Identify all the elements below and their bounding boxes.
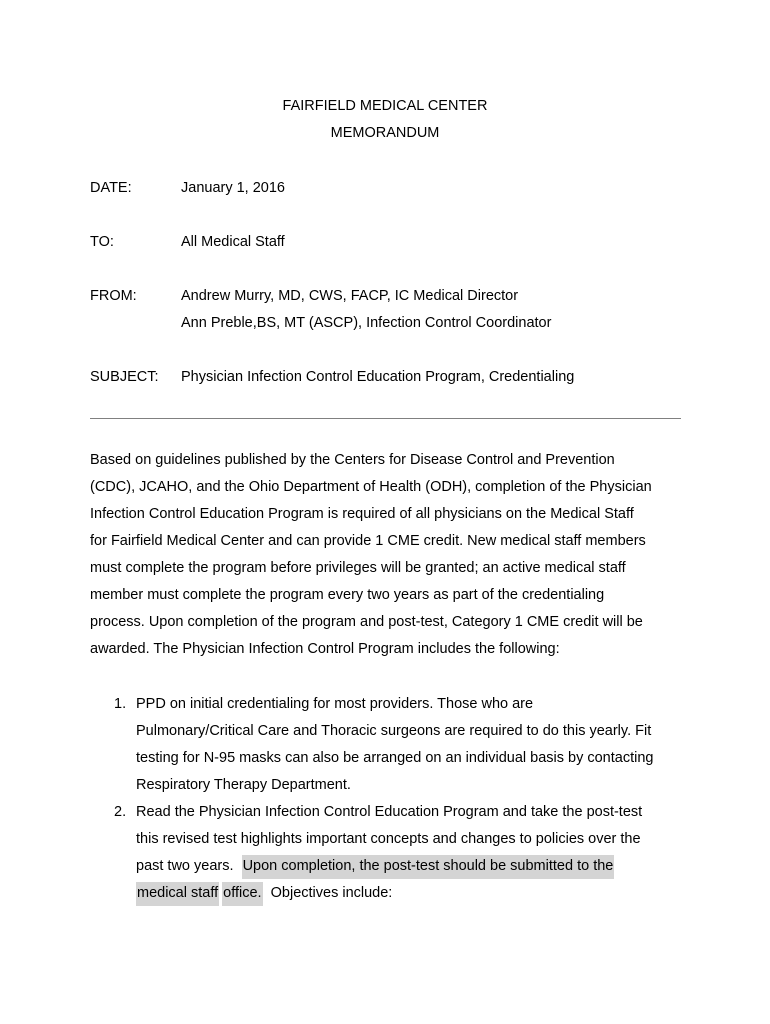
list-item-1-line: Pulmonary/Critical Care and Thoracic surgeons are required to do this yearly. Fit bbox=[136, 723, 652, 739]
body-line: for Fairfield Medical Center and can provide 1 CME credit. New medical staff members bbox=[90, 533, 646, 549]
body-line: must complete the program before privileges will be granted; an active medical staff bbox=[90, 560, 626, 576]
list-item-1-line: testing for N-95 masks can also be arranged on an individual basis by contacting bbox=[136, 750, 654, 766]
from-value-2: Ann Preble,BS, MT (ASCP), Infection Control Coordinator bbox=[181, 315, 552, 331]
document-type-title: MEMORANDUM bbox=[330, 125, 440, 141]
list-item-2-line: this revised test highlights important concepts and changes to policies over the bbox=[136, 831, 641, 847]
body-line: (CDC), JCAHO, and the Ohio Department of Health (ODH), completion of the Physician bbox=[90, 479, 652, 495]
list-item-2-line: Read the Physician Infection Control Education Program and take the post-test bbox=[136, 804, 643, 820]
date-value: January 1, 2016 bbox=[181, 180, 285, 196]
highlighted-text: Upon completion, the post-test should be submitted to the bbox=[242, 855, 615, 879]
list-item-1-line: Respiratory Therapy Department. bbox=[136, 777, 351, 793]
body-line: member must complete the program every two years as part of the credentialing bbox=[90, 587, 605, 603]
from-label: FROM: bbox=[90, 288, 137, 304]
from-value-1: Andrew Murry, MD, CWS, FACP, IC Medical Director bbox=[181, 288, 519, 304]
body-line: process. Upon completion of the program and post-test, Category 1 CME credit will be bbox=[90, 614, 643, 630]
highlighted-text: office. bbox=[222, 882, 262, 906]
list-item-2-line bbox=[136, 885, 392, 901]
list-item-2-plain-text: past two years. bbox=[136, 858, 242, 874]
to-label: TO: bbox=[90, 234, 114, 250]
list-item-1-line: PPD on initial credentialing for most providers. Those who are bbox=[136, 696, 534, 712]
body-line: awarded. The Physician Infection Control Program includes the following: bbox=[90, 641, 560, 657]
subject-label: SUBJECT: bbox=[90, 369, 159, 385]
divider bbox=[90, 418, 681, 419]
highlighted-text: medical staff bbox=[136, 882, 219, 906]
list-number-1: 1. bbox=[114, 696, 127, 712]
body-line: Infection Control Education Program is required of all physicians on the Medical Staff bbox=[90, 506, 634, 522]
body-line: Based on guidelines published by the Centers for Disease Control and Prevention bbox=[90, 452, 615, 468]
subject-value: Physician Infection Control Education Program, Credentialing bbox=[181, 369, 575, 385]
date-label: DATE: bbox=[90, 180, 132, 196]
to-value: All Medical Staff bbox=[181, 234, 285, 250]
list-item-2-line bbox=[136, 858, 614, 874]
list-item-2-plain-text: Objectives include: bbox=[262, 885, 393, 901]
organization-title: FAIRFIELD MEDICAL CENTER bbox=[282, 98, 488, 114]
list-number-2: 2. bbox=[114, 804, 127, 820]
